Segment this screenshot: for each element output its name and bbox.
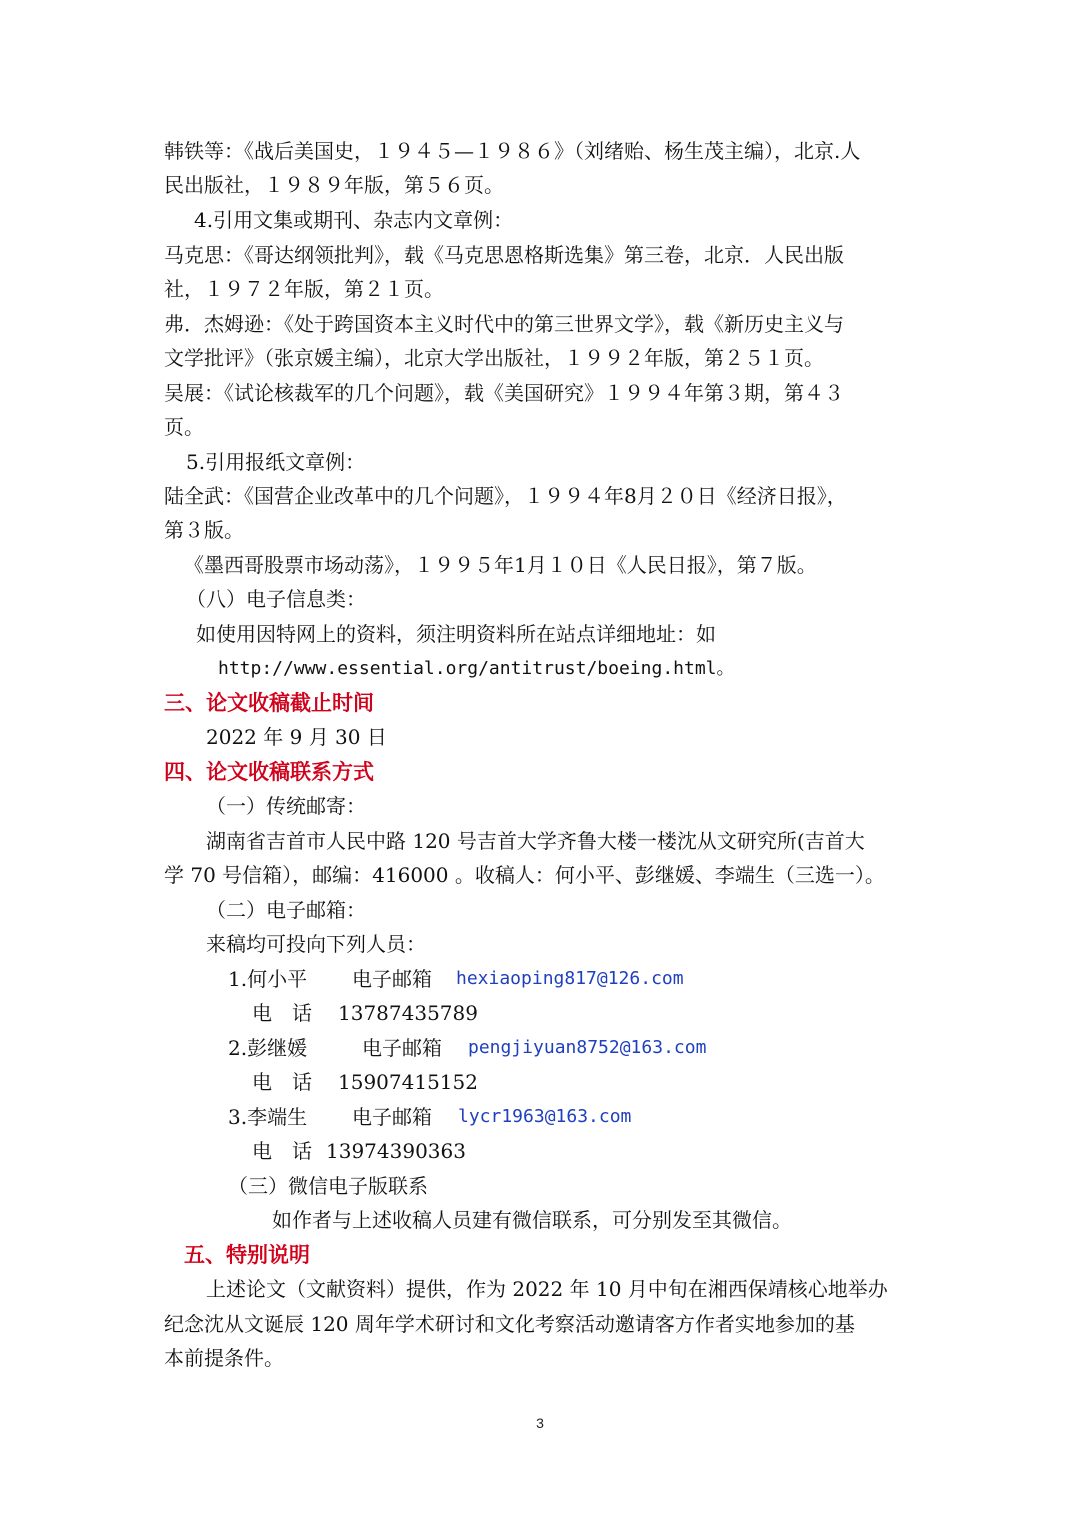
email-label: 电子邮箱 [362, 1036, 442, 1060]
section-item-4: 4.引用文集或期刊、杂志内文章例： [194, 208, 514, 232]
paragraph-line: 来稿均可投向下列人员： [206, 932, 426, 956]
phone-number: 15907415152 [338, 1070, 478, 1094]
subsection-heading: （三）微信电子版联系 [228, 1174, 428, 1198]
ref-line: 文学批评》（张京媛主编），北京大学出版社，１９９２年版，第２５１页。 [164, 346, 824, 370]
subsection-heading: （二）电子邮箱： [206, 898, 366, 922]
paragraph-line: 如作者与上述收稿人员建有微信联系，可分别发至其微信。 [272, 1208, 792, 1232]
phone-label: 电 话 [252, 1070, 312, 1094]
contact-name: 3.李端生 [228, 1105, 308, 1129]
ref-line: 页。 [164, 415, 204, 439]
ref-line: 陆全武：《国营企业改革中的几个问题》，１９９４年8月２０日《经济日报》， [164, 484, 847, 508]
phone-label: 电 话 [252, 1001, 312, 1025]
paragraph-line: 本前提条件。 [164, 1346, 284, 1370]
page-number: 3 [536, 1415, 544, 1431]
email-label: 电子邮箱 [352, 1105, 432, 1129]
ref-line: 吴展：《试论核裁军的几个问题》，载《美国研究》１９９４年第３期，第４３ [164, 381, 844, 405]
email-link[interactable]: pengjiyuan8752@163.com [468, 1037, 707, 1058]
ref-line: 民出版社，１９８９年版，第５６页。 [164, 173, 504, 197]
paragraph-line: 纪念沈从文诞辰 120 周年学术研讨和文化考察活动邀请客方作者实地参加的基 [164, 1312, 855, 1336]
phone-number: 13787435789 [338, 1001, 478, 1025]
email-link[interactable]: hexiaoping817@126.com [456, 968, 684, 989]
phone-label: 电 话 [252, 1139, 312, 1163]
section-heading-deadline: 三、论文收稿截止时间 [164, 691, 374, 715]
ref-line: 韩铁等：《战后美国史，１９４５—１９８６》（刘绪贻、杨生茂主编），北京.人 [164, 139, 861, 163]
deadline-date: 2022 年 9 月 30 日 [206, 725, 387, 749]
ref-line: 第３版。 [164, 518, 244, 542]
paragraph-line: 如使用因特网上的资料，须注明资料所在站点详细地址：如 [196, 622, 716, 646]
address-line: 学 70 号信箱），邮编：416000 。收稿人：何小平、彭继媛、李端生（三选一）。 [164, 863, 885, 887]
ref-line: 马克思：《哥达纲领批判》，载《马克思恩格斯选集》第三卷，北京．人民出版 [164, 243, 844, 267]
section-heading-special: 五、特别说明 [184, 1243, 310, 1267]
ref-line: 《墨西哥股票市场动荡》，１９９５年1月１０日《人民日报》，第７版。 [184, 553, 817, 577]
ref-line: 弗．杰姆逊：《处于跨国资本主义时代中的第三世界文学》，载《新历史主义与 [164, 312, 844, 336]
section-item-5: 5.引用报纸文章例： [186, 450, 366, 474]
paragraph-line: 上述论文（文献资料）提供，作为 2022 年 10 月中旬在湘西保靖核心地举办 [206, 1277, 888, 1301]
section-heading-contact: 四、论文收稿联系方式 [164, 760, 374, 784]
contact-name: 1.何小平 [228, 967, 308, 991]
address-line: 湖南省吉首市人民中路 120 号吉首大学齐鲁大楼一楼沈从文研究所(吉首大 [206, 829, 865, 853]
url-example: http://www.essential.org/antitrust/boeing.html。 [218, 658, 735, 679]
phone-number: 13974390363 [326, 1139, 466, 1163]
subsection-heading: （八）电子信息类： [186, 587, 366, 611]
email-link[interactable]: lycr1963@163.com [458, 1106, 632, 1127]
email-label: 电子邮箱 [352, 967, 432, 991]
subsection-heading: （一）传统邮寄： [206, 794, 366, 818]
contact-name: 2.彭继媛 [228, 1036, 308, 1060]
ref-line: 社，１９７２年版，第２１页。 [164, 277, 444, 301]
